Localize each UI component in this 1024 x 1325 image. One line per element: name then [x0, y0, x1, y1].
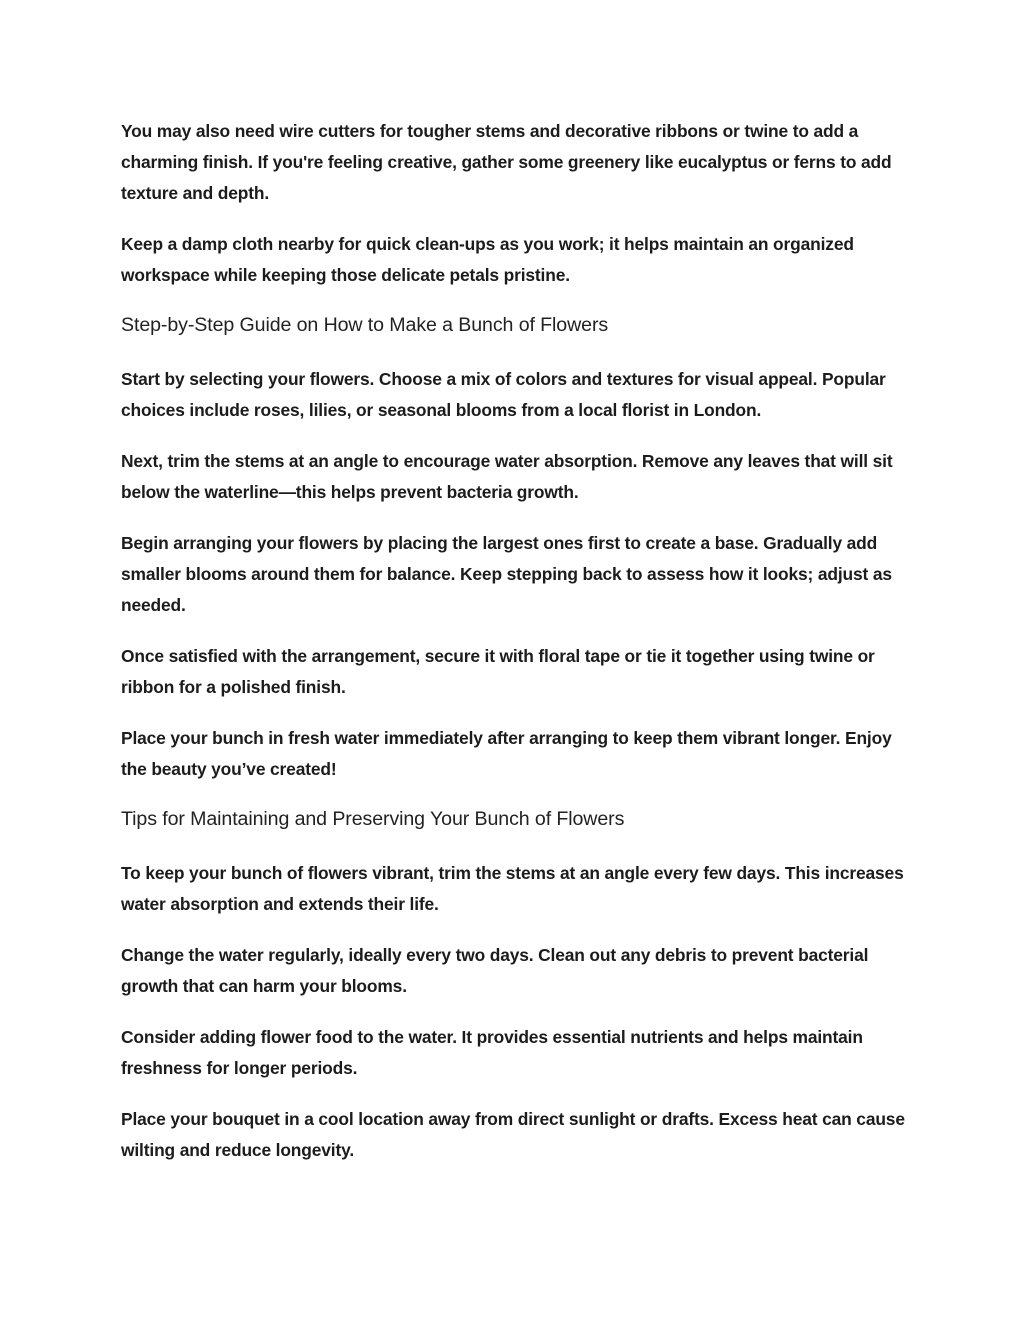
guide-paragraph: Place your bunch in fresh water immediately after arranging to keep them vibrant longer. Enjoy the beauty you’ve created!	[121, 728, 892, 779]
tips-paragraph: Consider adding flower food to the water. It provides essential nutrients and helps maintain freshness for longer periods.	[121, 1027, 863, 1078]
section-heading-tips: Tips for Maintaining and Preserving Your Bunch of Flowers	[121, 808, 625, 830]
guide-paragraph: Once satisfied with the arrangement, secure it with floral tape or tie it together using twine or ribbon for a polished finish.	[121, 646, 875, 697]
tips-paragraph: Place your bouquet in a cool location away from direct sunlight or drafts. Excess heat can cause wilting and reduce longevity.	[121, 1109, 905, 1160]
intro-paragraph: You may also need wire cutters for tougher stems and decorative ribbons or twine to add a charming finish. If you're feeling creative, gather some greenery like eucalyptus or ferns to add texture and depth.	[121, 121, 892, 203]
tips-paragraph: Change the water regularly, ideally every two days. Clean out any debris to prevent bacterial growth that can harm your blooms.	[121, 945, 869, 996]
guide-paragraph: Start by selecting your flowers. Choose a mix of colors and textures for visual appeal. Popular choices include roses, lilies, or seasonal blooms from a local florist in London.	[121, 369, 886, 420]
tips-paragraph: To keep your bunch of flowers vibrant, trim the stems at an angle every few days. This increases water absorption and extends their life.	[121, 863, 904, 914]
section-heading-guide: Step-by-Step Guide on How to Make a Bunch of Flowers	[121, 314, 609, 336]
guide-paragraph: Begin arranging your flowers by placing the largest ones first to create a base. Gradually add smaller blooms around them for balance. Keep stepping back to assess how it looks; adjust as needed.	[121, 533, 892, 615]
guide-paragraph: Next, trim the stems at an angle to encourage water absorption. Remove any leaves that will sit below the waterline—this helps prevent bacteria growth.	[121, 451, 893, 502]
intro-paragraph: Keep a damp cloth nearby for quick clean-ups as you work; it helps maintain an organized workspace while keeping those delicate petals pristine.	[121, 234, 854, 285]
document-page	[121, 116, 911, 1186]
